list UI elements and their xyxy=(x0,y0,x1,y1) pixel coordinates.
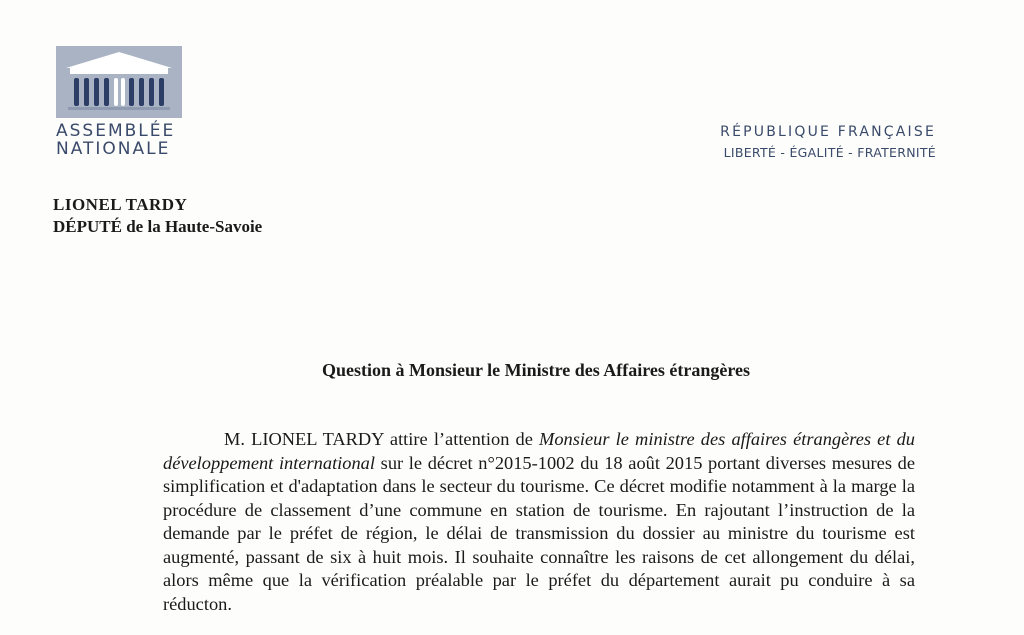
body-addressee: Monsieur le ministre des affaires étrangères et du développement international xyxy=(163,429,915,473)
body-part1: M. LIONEL TARDY attire l’attention de xyxy=(224,429,540,449)
republic-name: RÉPUBLIQUE FRANÇAISE xyxy=(720,124,936,140)
republic-header xyxy=(720,121,936,163)
republic-motto: LIBERTÉ - ÉGALITÉ - FRATERNITÉ xyxy=(723,145,936,160)
author-name: LIONEL TARDY xyxy=(53,195,188,214)
logo-text-line1: ASSEMBLÉE xyxy=(56,121,176,141)
logo-text-line2: NATIONALE xyxy=(56,139,171,159)
question-title: Question à Monsieur le Ministre des Affaires étrangères xyxy=(321,360,751,380)
question-body xyxy=(163,428,915,616)
author-title-bold: DÉPUTÉ xyxy=(53,217,122,236)
author-block xyxy=(53,194,262,238)
assemblee-nationale-logo xyxy=(56,46,182,158)
author-title-rest: de la Haute-Savoie xyxy=(121,217,263,236)
parliament-building-icon xyxy=(56,46,182,118)
author-title xyxy=(53,216,262,238)
body-part2: sur le décret n°2015-1002 du 18 août 2015 portant diverses mesures de simplification et d'adaptation dans le secteur du tourisme. Ce décret modifie notamment à la marge la procédure de classement d’une commune en station de tourisme. En rajoutant l’instruction de la demande par le préfet de région, le délai de transmission du dossier au ministre du tourisme est augmenté, passant de six à huit mois. Il souhaite connaître les raisons de cet allongement du délai, alors même que la vérification préalable par le préfet du département aurait pu conduire à sa réducton. xyxy=(163,452,915,614)
